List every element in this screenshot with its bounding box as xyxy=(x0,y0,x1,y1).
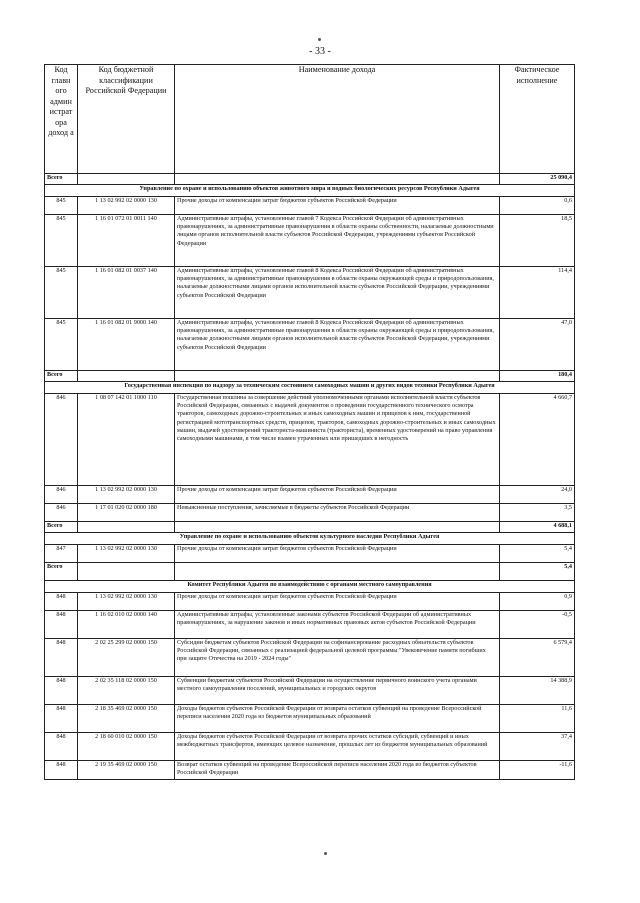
empty-cell xyxy=(78,174,175,185)
actual-value-cell: -11,6 xyxy=(500,761,575,780)
org-code-cell: 846 xyxy=(45,504,78,522)
total-row xyxy=(45,174,575,185)
org-code-cell: 845 xyxy=(45,197,78,215)
income-name-cell: Субвенции бюджетам субъектов Российской Федерации на осуществление первичного воинского учета органами местного самоуправления поселений, муниципальных и городских округов xyxy=(175,677,500,705)
org-code-cell: 848 xyxy=(45,677,78,705)
scan-speck xyxy=(318,38,321,41)
empty-cell xyxy=(175,174,500,185)
budget-code-cell: 1 16 01 082 01 0037 140 xyxy=(78,267,175,319)
budget-code-cell: 2 02 25 299 02 0000 150 xyxy=(78,639,175,677)
actual-value-cell: 11,6 xyxy=(500,705,575,733)
total-value: 180,4 xyxy=(500,371,575,382)
table-row xyxy=(45,486,575,504)
total-row xyxy=(45,563,575,581)
budget-code-cell: 1 16 01 072 01 0011 140 xyxy=(78,215,175,267)
table-row xyxy=(45,593,575,611)
income-name-cell: Прочие доходы от компенсации затрат бюджетов субъектов Российской Федерации xyxy=(175,545,500,563)
actual-value-cell: 114,4 xyxy=(500,267,575,319)
actual-value-cell: 6 579,4 xyxy=(500,639,575,677)
total-value: 4 688,1 xyxy=(500,522,575,533)
table-body xyxy=(45,174,575,780)
budget-code-cell: 1 08 07 142 01 1000 110 xyxy=(78,394,175,486)
income-name-cell: Невыясненные поступления, зачисляемые в бюджеты субъектов Российской Федерации xyxy=(175,504,500,522)
empty-cell xyxy=(78,522,175,533)
income-table xyxy=(44,64,575,780)
table-row xyxy=(45,197,575,215)
page-number: - 33 - xyxy=(309,46,331,57)
org-code-cell: 847 xyxy=(45,545,78,563)
header-income-name: Наименование дохода xyxy=(175,65,500,174)
table-row xyxy=(45,639,575,677)
org-code-cell: 848 xyxy=(45,705,78,733)
total-label: Всего xyxy=(45,174,78,185)
total-row xyxy=(45,522,575,533)
scan-speck xyxy=(324,852,327,855)
org-code-cell: 848 xyxy=(45,593,78,611)
budget-code-cell: 1 16 02 010 02 0000 140 xyxy=(78,611,175,639)
org-code-cell: 848 xyxy=(45,761,78,780)
income-name-cell: Доходы бюджетов субъектов Российской Федерации от возврата остатков субвенций на проведение Всероссийской переписи населения 2020 года из бюджетов муниципальных образований xyxy=(175,705,500,733)
budget-code-cell: 1 16 01 082 01 9000 140 xyxy=(78,319,175,371)
section-title: Управление по охране и использованию объектов животного мира и водных биологических ресурсов Республики Адыгея xyxy=(45,185,575,197)
table-row xyxy=(45,215,575,267)
income-name-cell: Административные штрафы, установленные главой 7 Кодекса Российской Федерации об административных правонарушениях, за административные правонарушения в области охраны собственности, налагаемые должностными лицами органов исполнительной власти субъектов Российской Федерации, учреждениями субъектов Российской Федерации xyxy=(175,215,500,267)
org-code-cell: 845 xyxy=(45,319,78,371)
total-label: Всего xyxy=(45,522,78,533)
budget-code-cell: 2 18 60 010 02 0000 150 xyxy=(78,733,175,761)
empty-cell xyxy=(78,371,175,382)
table-row xyxy=(45,705,575,733)
total-value: 25 090,4 xyxy=(500,174,575,185)
table-row xyxy=(45,761,575,780)
actual-value-cell: 4 660,7 xyxy=(500,394,575,486)
header-actual: Фактическое исполнение xyxy=(500,65,575,174)
section-title: Управление по охране и использованию объектов культурного наследия Республики Адыгея xyxy=(45,533,575,545)
total-value: 5,4 xyxy=(500,563,575,581)
total-label: Всего xyxy=(45,563,78,581)
actual-value-cell: 47,0 xyxy=(500,319,575,371)
actual-value-cell: 3,5 xyxy=(500,504,575,522)
header-org-code: Код главн ого админ истрат ора доход а xyxy=(45,65,78,174)
income-name-cell: Прочие доходы от компенсации затрат бюджетов субъектов Российской Федерации xyxy=(175,197,500,215)
income-name-cell: Административные штрафы, установленные главой 8 Кодекса Российской Федерации об административных правонарушениях, за административные правонарушения в области охраны окружающей среды и природопользования, налагаемые должностными лицами органов исполнительной власти субъектов Российской Федерации, учреждениями субъектов Российской Федерации xyxy=(175,319,500,371)
budget-code-cell: 1 13 02 992 02 0000 130 xyxy=(78,486,175,504)
total-row xyxy=(45,371,575,382)
section-header-row xyxy=(45,533,575,545)
section-header-row xyxy=(45,581,575,593)
budget-code-cell: 2 19 35 469 02 0000 150 xyxy=(78,761,175,780)
org-code-cell: 845 xyxy=(45,215,78,267)
budget-code-cell: 1 13 02 992 02 0000 130 xyxy=(78,197,175,215)
income-name-cell: Государственная пошлина за совершение действий уполномоченными органами исполнительной власти субъектов Российской Федерации, связанных с выдачей документов о проведении государственного технического осмотра тракторов, самоходных дорожно-строительных и иных самоходных машин и прицепов к ним, государственной регистрацией мототранспортных средств, прицепов, тракторов, самоходных дорожно-строительных и иных самоходных машин, выдачей удостоверений тракториста-машиниста (тракториста), временных удостоверений на право управления самоходными машинами, в том числе взамен утраченных или пришедших в негодность xyxy=(175,394,500,486)
table-header-row xyxy=(45,65,575,174)
actual-value-cell: -0,5 xyxy=(500,611,575,639)
org-code-cell: 845 xyxy=(45,267,78,319)
income-name-cell: Административные штрафы, установленные законами субъектов Российской Федерации об административных правонарушениях, за нарушение законов и иных нормативных правовых актов субъектов Российской Федерации xyxy=(175,611,500,639)
actual-value-cell: 0,9 xyxy=(500,593,575,611)
section-header-row xyxy=(45,382,575,394)
empty-cell xyxy=(175,563,500,581)
header-budget-code: Код бюджетной классификации Российской Федерации xyxy=(78,65,175,174)
actual-value-cell: 5,4 xyxy=(500,545,575,563)
org-code-cell: 846 xyxy=(45,486,78,504)
budget-code-cell: 2 02 35 118 02 0000 150 xyxy=(78,677,175,705)
org-code-cell: 846 xyxy=(45,394,78,486)
budget-code-cell: 1 13 02 992 02 0000 130 xyxy=(78,545,175,563)
actual-value-cell: 18,5 xyxy=(500,215,575,267)
table-row xyxy=(45,504,575,522)
empty-cell xyxy=(175,371,500,382)
income-name-cell: Субсидии бюджетам субъектов Российской Федерации на софинансирование расходных обязательств субъектов Российской Федерации, связанных с реализацией федеральной целевой программы "Увековечение памяти погибших при защите Отечества на 2019 - 2024 годы" xyxy=(175,639,500,677)
org-code-cell: 848 xyxy=(45,733,78,761)
section-header-row xyxy=(45,185,575,197)
table-row xyxy=(45,611,575,639)
income-name-cell: Прочие доходы от компенсации затрат бюджетов субъектов Российской Федерации xyxy=(175,593,500,611)
income-name-cell: Прочие доходы от компенсации затрат бюджетов субъектов Российской Федерации xyxy=(175,486,500,504)
table-row xyxy=(45,733,575,761)
table-row xyxy=(45,267,575,319)
actual-value-cell: 37,4 xyxy=(500,733,575,761)
actual-value-cell: 0,6 xyxy=(500,197,575,215)
table-row xyxy=(45,545,575,563)
budget-code-cell: 1 13 02 992 02 0000 130 xyxy=(78,593,175,611)
income-name-cell: Доходы бюджетов субъектов Российской Федерации от возврата прочих остатков субсидий, субвенций и иных межбюджетных трансфертов, имеющих целевое назначение, прошлых лет из бюджетов муниципальных образований xyxy=(175,733,500,761)
org-code-cell: 848 xyxy=(45,611,78,639)
actual-value-cell: 24,0 xyxy=(500,486,575,504)
total-label: Всего xyxy=(45,371,78,382)
income-name-cell: Административные штрафы, установленные главой 8 Кодекса Российской Федерации об административных правонарушениях, за административные правонарушения в области охраны окружающей среды и природопользования, налагаемые должностными лицами органов исполнительной власти субъектов Российской Федерации, учреждениями субъектов Российской Федерации xyxy=(175,267,500,319)
budget-code-cell: 2 18 35 469 02 0000 150 xyxy=(78,705,175,733)
empty-cell xyxy=(78,563,175,581)
table-row xyxy=(45,677,575,705)
org-code-cell: 848 xyxy=(45,639,78,677)
section-title: Комитет Республики Адыгея по взаимодействию с органами местного самоуправления xyxy=(45,581,575,593)
budget-code-cell: 1 17 01 020 02 0000 180 xyxy=(78,504,175,522)
empty-cell xyxy=(175,522,500,533)
table-row xyxy=(45,394,575,486)
table-row xyxy=(45,319,575,371)
section-title: Государственная инспекция по надзору за техническим состоянием самоходных машин и других видов техники Республики Адыгея xyxy=(45,382,575,394)
actual-value-cell: 14 388,9 xyxy=(500,677,575,705)
income-name-cell: Возврат остатков субвенций на проведение Всероссийской переписи населения 2020 года из бюджетов субъектов Российской Федерации xyxy=(175,761,500,780)
